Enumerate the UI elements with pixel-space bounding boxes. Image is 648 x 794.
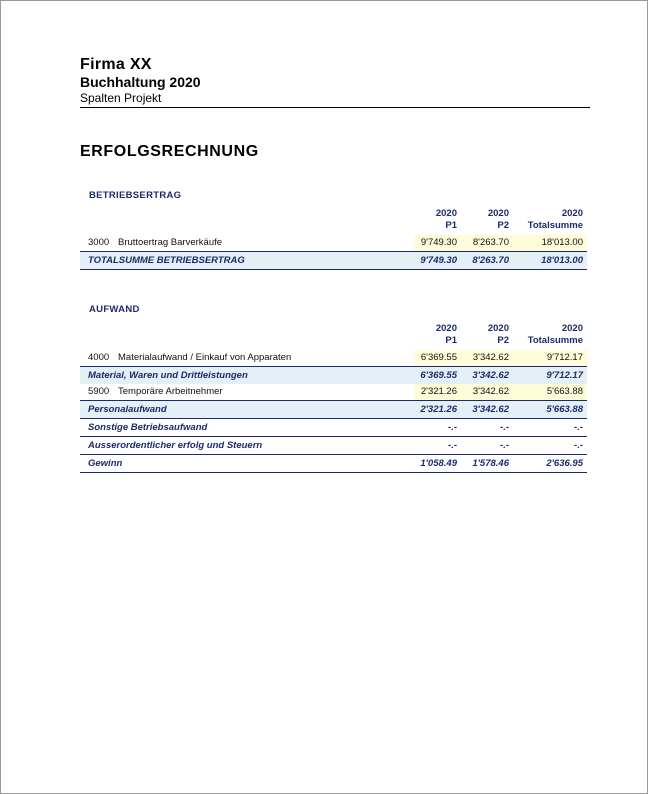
aufwand-table (80, 323, 587, 473)
subtotal-label: Ausserordentlicher erfolg und Steuern (80, 437, 414, 455)
column-year: 2020 (487, 208, 509, 219)
cell-total: 18'013.00 (513, 235, 587, 252)
total-label: TOTALSUMME BETRIEBSERTRAG (80, 252, 414, 270)
report-subtitle: Spalten Projekt (80, 91, 162, 105)
cell-total: 9'712.17 (513, 350, 587, 367)
betriebsertrag-table (80, 208, 587, 270)
column-year-row (80, 208, 587, 220)
column-label-p2: P2 (497, 220, 509, 231)
subtotal-row (80, 437, 587, 455)
subtotal-row (80, 401, 587, 419)
cell-p2: 3'342.62 (461, 384, 513, 401)
subtotal-label: Sonstige Betriebsaufwand (80, 419, 414, 437)
subtotal-label: Personalaufwand (80, 401, 414, 419)
column-label-total: Totalsumme (527, 220, 583, 231)
total-row (80, 252, 587, 270)
cell-p2: -.- (461, 437, 513, 455)
cell-total: -.- (513, 419, 587, 437)
report-header (80, 56, 590, 106)
account-number: 4000 (88, 352, 110, 363)
section-title-aufwand: AUFWAND (89, 304, 140, 315)
cell-p2: 3'342.62 (461, 401, 513, 419)
cell-p1: -.- (414, 437, 461, 455)
cell-total: 9'712.17 (513, 367, 587, 385)
cell-p1: 2'321.26 (414, 401, 461, 419)
account-name: Materialaufwand / Einkauf von Apparaten (118, 352, 292, 363)
cell-p1: 6'369.55 (414, 367, 461, 385)
company-name: Firma XX (80, 56, 152, 73)
column-year: 2020 (487, 323, 509, 334)
subtotal-label: Material, Waren und Drittleistungen (80, 367, 414, 385)
column-label-p1: P1 (445, 220, 457, 231)
cell-total: 2'636.95 (513, 455, 587, 473)
column-label-p2: P2 (497, 335, 509, 346)
column-label-row (80, 335, 587, 350)
cell-p2: 3'342.62 (461, 350, 513, 367)
column-label-total: Totalsumme (527, 335, 583, 346)
cell-p1: -.- (414, 419, 461, 437)
subtotal-row (80, 419, 587, 437)
account-number: 3000 (88, 237, 110, 248)
account-name: Bruttoertrag Barverkäufe (118, 237, 223, 248)
column-label-row (80, 220, 587, 235)
profit-label: Gewinn (80, 455, 414, 473)
cell-p1: 9'749.30 (414, 235, 461, 252)
cell-p1: 6'369.55 (414, 350, 461, 367)
column-year: 2020 (561, 208, 583, 219)
table-row (80, 235, 587, 252)
cell-p1: 9'749.30 (414, 252, 461, 270)
column-year: 2020 (435, 323, 457, 334)
header-divider (80, 107, 590, 108)
column-year-row (80, 323, 587, 335)
cell-p1: 2'321.26 (414, 384, 461, 401)
cell-p2: 3'342.62 (461, 367, 513, 385)
subtotal-row (80, 367, 587, 385)
account-name: Temporäre Arbeitnehmer (118, 386, 223, 397)
cell-total: 18'013.00 (513, 252, 587, 270)
cell-total: -.- (513, 437, 587, 455)
account-number: 5900 (88, 386, 110, 397)
report-heading: Buchhaltung 2020 (80, 74, 201, 90)
cell-total: 5'663.88 (513, 401, 587, 419)
cell-total: 5'663.88 (513, 384, 587, 401)
cell-p2: 8'263.70 (461, 235, 513, 252)
column-label-p1: P1 (445, 335, 457, 346)
page-title: ERFOLGSRECHNUNG (80, 143, 259, 160)
profit-row (80, 455, 587, 473)
cell-p2: 1'578.46 (461, 455, 513, 473)
table-row (80, 350, 587, 367)
cell-p2: -.- (461, 419, 513, 437)
table-row (80, 384, 587, 401)
section-title-betriebsertrag: BETRIEBSERTRAG (89, 190, 182, 201)
cell-p1: 1'058.49 (414, 455, 461, 473)
column-year: 2020 (561, 323, 583, 334)
cell-p2: 8'263.70 (461, 252, 513, 270)
column-year: 2020 (435, 208, 457, 219)
